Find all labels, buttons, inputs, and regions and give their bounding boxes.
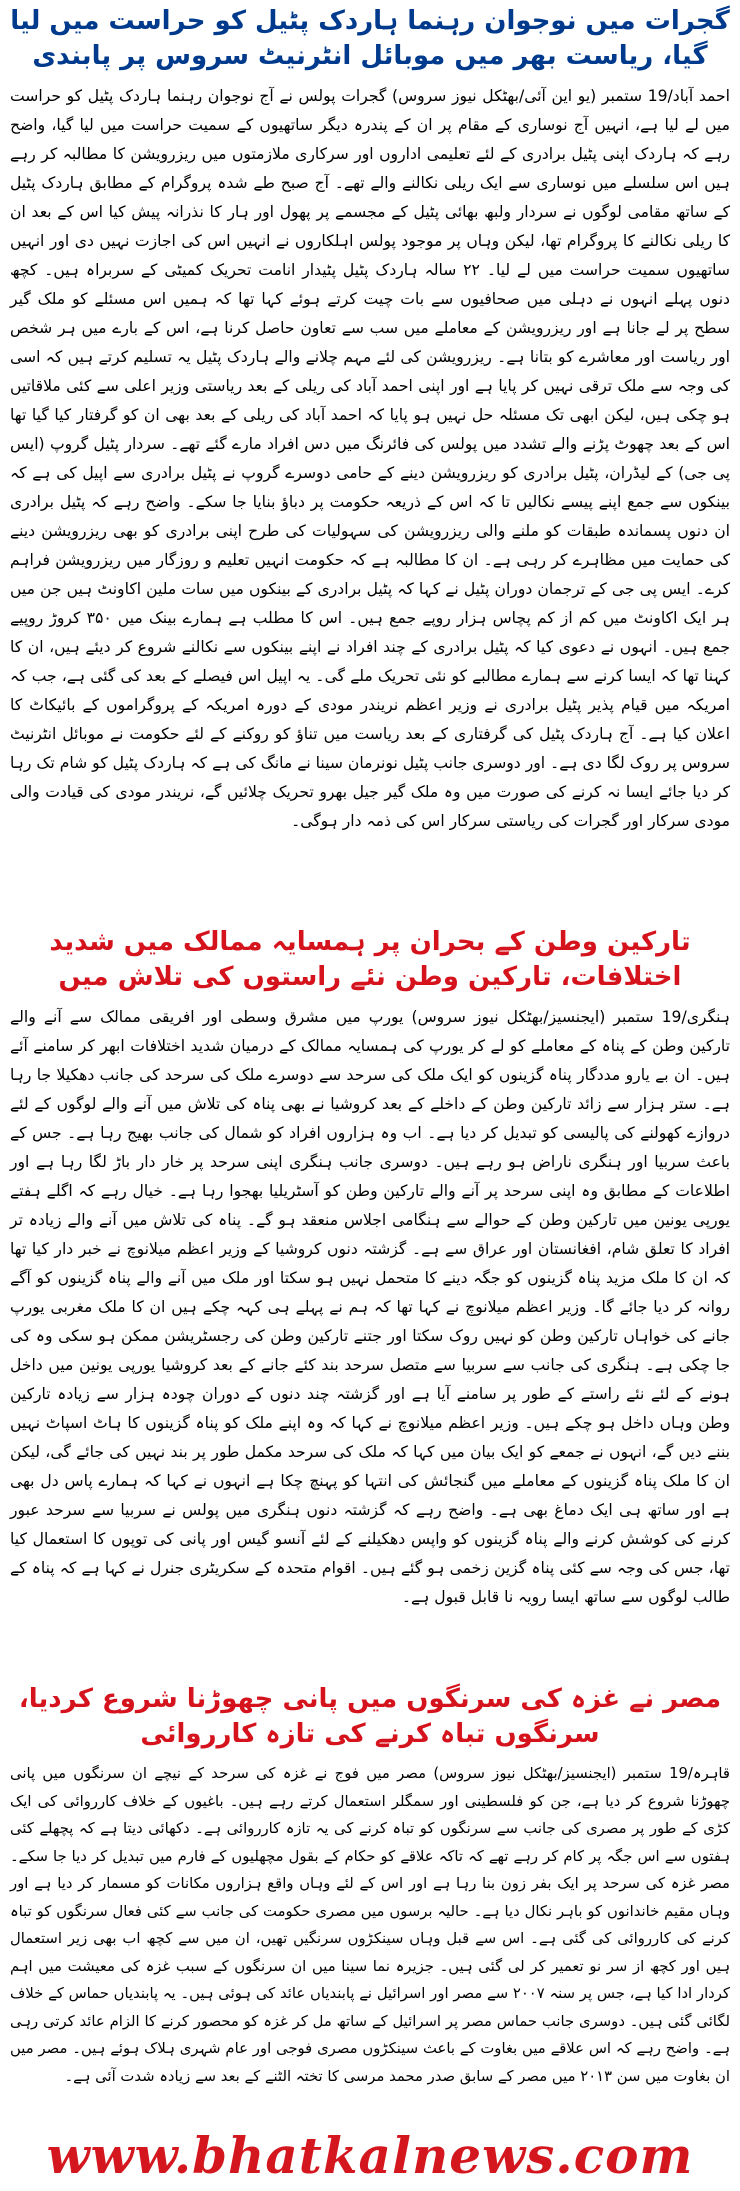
article-body: احمد آباد/19 ستمبر (یو این آئی/بھٹکل نیوز سروس) گجرات پولس نے آج نوجوان رہنما ہاردک پٹیل کو حراست میں لے لیا ہے، انہیں آج نوساری کے مقام پر ان کے پندرہ دیگر ساتھیوں کے سمیت حراست میں لیا گیا، واضح رہے کہ ہاردک اپنی پٹیل برادری کے لئے تعلیمی اداروں اور سرکاری ملازمتوں میں ریزرویشن کا مطالبہ کر رہے ہیں اس سلسلے میں نوساری سے ایک ریلی نکالنے والے تھے۔ آج صبح طے شدہ پروگرام کے مطابق ہاردک پٹیل کے ساتھ مقامی لوگوں نے سردار ولبھ بھائی پٹیل کے مجسمے پر پھول اور ہار کا نذرانہ پیش کیا اس کے بعد ان کا ریلی نکالنے کا پروگرام تھا، لیکن وہاں پر موجود پولس اہلکاروں نے انہیں اس کی اجازت نہیں دی اور انہیں ساتھیوں سمیت حراست میں لے لیا۔ ۲۲ سالہ ہاردک پٹیل پٹیدار انامت تحریک کمیٹی کے سربراہ ہیں۔ کچھ دنوں پہلے انہوں نے دہلی میں صحافیوں سے بات چیت کرتے ہوئے کہا تھا کہ ہمیں اس مسئلے کو ملک گیر سطح پر لے جانا ہے اور ریزرویشن کے معاملے میں سب سے تعاون حاصل کرنا ہے، اس کے بارے میں ہر شخص اور ریاست اور معاشرے کو بتانا ہے۔ ریزرویشن کی لئے مہم چلانے والے ہاردک پٹیل یہ تسلیم کرتے ہیں کہ اسی کی وجہ سے ملک ترقی نہیں کر پایا ہے اور اپنی احمد آباد کی ریلی کے بعد ریاستی وزیر اعلی سے کئی ملاقاتیں ہو چکی ہیں، لیکن ابھی تک مسئلہ حل نہیں ہو پایا کہ احمد آباد کی ریلی کے بعد بھی ان کو گرفتار کیا گیا تھا اس کے بعد چھوٹ پڑنے والے تشدد میں پولس کی فائرنگ میں دس افراد مارے گئے تھے۔ سردار پٹیل گروپ (ایس پی جی) کے لیڈران، پٹیل برادری کو ریزرویشن دینے کے حامی دوسرے گروپ نے پٹیل برادری سے اپیل کی ہے کہ بینکوں سے جمع اپنے پیسے نکالیں تا کہ اس کے ذریعہ حکومت پر دباؤ بنایا جا سکے۔ واضح رہے کہ پٹیل برادری ان دنوں پسماندہ طبقات کو ملنے والی ریزرویشن کی سہولیات کی طرح اپنی برادری کو بھی ریزرویشن دینے کی حمایت میں مظاہرے کر رہی ہے۔ ان کا مطالبہ ہے کہ حکومت انہیں تعلیم و روزگار میں ریزرویشن فراہم کرے۔ ایس پی جی کے ترجمان دوران پٹیل نے کہا کہ پٹیل برادری کے بینکوں میں سات ملین اکاونٹ ہیں جن میں ہر ایک اکاونٹ میں کم از کم پچاس ہزار روپے جمع ہیں۔ اس کا مطلب ہے ہمارے بینک میں ۳۵۰ کروڑ روپیے جمع ہیں۔ انہوں نے دعوی کیا کہ پٹیل برادری کے چند افراد نے اپنے بینکوں سے نکالنے شروع کر دیئے ہیں، ان کا کہنا تھا کہ ایسا کرنے سے ہمارے مطالبے کو نئی تحریک ملے گی۔ یہ اپیل اس فیصلے کے بعد کی گئی ہے، جب کہ امریکہ میں قیام پذیر پٹیل برادری نے وزیر اعظم نریندر مودی کے دورہ امریکہ کے پروگراموں کے بائیکاٹ کا اعلان کیا ہے۔ آج ہاردک پٹیل کی گرفتاری کے بعد ریاست میں تناؤ کو روکنے کے لئے حکومت نے موبائل انٹرنیٹ سروس پر روک لگا دی ہے۔ اور دوسری جانب پٹیل نونرمان سینا نے مانگ کی ہے کہ ہاردک پٹیل کو شام تک رہا کر دیا جائے ایسا نہ کرنے کی صورت میں وہ ملک گیر جیل بھرو تحریک چلائیں گے، نریندر مودی کی قیادت والی مودی سرکار اور گجرات کی ریاستی سرکار اس کی ذمہ دار ہوگی۔	[10, 87, 731, 831]
article-egypt-gaza	[10, 1682, 730, 2114]
article-body: ہنگری/19 ستمبر (ایجنسیز/بھٹکل نیوز سروس) یورپ میں مشرق وسطی اور افریقی ممالک سے آنے والے تارکین وطن کے پناہ کے معاملے کو لے کر یورپ کی ہمسایہ ممالک کے درمیان شدید اختلافات ابھر کر سامنے آئے ہیں۔ ان بے یارو مددگار پناہ گزینوں کو ایک ملک کی سرحد سے دوسرے ملک کی سرحد کی جانب دھکیلا جا رہا ہے۔ ستر ہزار سے زائد تارکین وطن کے داخلے کے بعد کروشیا نے بھی پناہ کی تلاش میں آنے والے لوگوں کے لئے دروازے کھولنے کی پالیسی کو تبدیل کر دیا ہے۔ اب وہ ہزاروں افراد کو شمال کی جانب بھیج رہا ہے۔ جس کے باعث سربیا اور ہنگری ناراض ہو رہے ہیں۔ دوسری جانب ہنگری اپنی سرحد پر خار دار باڑ لگا رہا ہے اور اطلاعات کے مطابق وہ اپنی سرحد پر آنے والے تارکین وطن کو آسٹریلیا بھجوا رہا ہے۔ خیال رہے کہ اگلے ہفتے یورپی یونین میں تارکین وطن کے حوالے سے ہنگامی اجلاس منعقد ہو گے۔ پناہ کی تلاش میں آنے والے زیادہ تر افراد کا تعلق شام، افغانستان اور عراق سے ہے۔ گزشتہ دنوں کروشیا کے وزیر اعظم میلانوچ نے خبر دار کیا تھا کہ ان کا ملک مزید پناہ گزینوں کو جگہ دینے کا متحمل نہیں ہو سکتا اور ملک میں آنے والے پناہ گزینوں کو آگے روانہ کر دیا جائے گا۔ وزیر اعظم میلانوچ نے کہا تھا کہ ہم نے پہلے ہی کہہ چکے ہیں ان کا ملک مغربی یورپ جانے کی خواہاں تارکین وطن کو نہیں روک سکتا اور جتنے تارکین وطن کی رجسٹریشن ممکن ہو سکی وہ کی جا چکی ہے۔ ہنگری کی جانب سے سربیا سے متصل سرحد بند کئے جانے کے بعد کروشیا یورپی یونین میں داخل ہونے کے لئے نئے راستے کے طور پر سامنے آیا ہے اور گزشتہ چند دنوں کے دوران چودہ ہزار سے زیادہ تارکین وطن وہاں داخل ہو چکے ہیں۔ وزیر اعظم میلانوچ نے کہا کہ وہ اپنے ملک کو پناہ گزینوں کا ہاٹ اسپاٹ نہیں بننے دیں گے، انہوں نے جمعے کو ایک بیان میں کہا کہ ملک کی سرحد مکمل طور پر بند نہیں کی جائے گی، لیکن ان کا ملک پناہ گزینوں کے معاملے میں گنجائش کی انتہا کو پہنچ چکا ہے انہوں نے کہا کہ ہمارے پاس دل بھی ہے اور ساتھ ہی ایک دماغ بھی ہے۔ واضح رہے کہ گزشتہ دنوں ہنگری میں پولس نے سربیا سے سرحد عبور کرنے کی کوشش کرنے والے پناہ گزینوں کو واپس دھکیلنے کے لئے آنسو گیس اور پانی کی توپوں کا استعمال کیا تھا، جس کی وجہ سے کئی پناہ گزین زخمی ہو گئے ہیں۔ اقوام متحدہ کے سکریٹری جنرل نے کہا ہے کہ پناہ کے طالب لوگوں سے ساتھ ایسا رویہ نا قابل قبول ہے۔	[10, 1008, 730, 1607]
article-migrants	[10, 925, 730, 1670]
article-headline: مصر نے غزہ کی سرنگوں میں پانی چھوڑنا شروع کردیا، سرنگوں تباہ کرنے کی تازہ کارروائی	[18, 1684, 722, 1750]
article-gujarat	[10, 4, 730, 916]
article-body: قاہرہ/19 ستمبر (ایجنسیز/بھٹکل نیوز سروس) مصر میں فوج نے غزہ کی سرحد کے نیچے ان سرنگوں میں پانی چھوڑنا شروع کر دیا ہے، جن کو فلسطینی اور سمگلر استعمال کرتے رہے ہیں۔ باغیوں کے خلاف کارروائی کی ایک کڑی کے طور پر مصری کی جانب سے سرنگوں کو تباہ کرنے کی یہ تازہ کارروائی ہے۔ دکھائی دیتا ہے کہ پچھلے کئی ہفتوں سے اس جگہ پر کام کر رہے تھے کہ تاکہ علاقے کو حکام کے بقول مچھلیوں کے فارم میں تبدیل کر دیا جا سکے۔ مصر غزہ کی سرحد پر ایک بفر زون بنا رہا ہے اور اس کے لئے وہاں واقع ہزاروں مکانات کو مسمار کر دیا ہے اور وہاں مقیم خاندانوں کو باہر نکال دیا ہے۔ حالیہ برسوں میں مصری حکومت کی جانب سے کئی فعال سرنگوں کو تباہ کرنے کی کارروائی کی گئی ہے۔ اس سے قبل وہاں سینکڑوں سرنگیں تھیں، ان میں سے کچھ اب بھی زیر استعمال ہیں اور کچھ از سر نو تعمیر کر لی گئی ہیں۔ جزیرہ نما سینا میں ان سرنگوں کے سبب غزہ کی معیشت میں اہم کردار ادا کیا ہے، جس پر سنہ ۲۰۰۷ سے مصر اور اسرائیل نے پابندیاں عائد کی ہوئی ہیں۔ یہ پابندیاں حماس کے خلاف لگائی گئی ہیں۔ دوسری جانب حماس مصر پر اسرائیل کے ساتھ مل کر غزہ کو محصور کرنے کا الزام عائد کرتی رہی ہے۔ واضح رہے کہ اس علاقے میں بغاوت کے باعث سینکڑوں مصری فوجی اور عام شہری ہلاک ہوئے ہیں۔ مصر میں ان بغاوت میں سن ۲۰۱۳ میں مصر کے سابق صدر محمد مرسی کا تختہ الٹنے کے بعد سے زیادہ شدت آئی ہے۔	[10, 1765, 730, 2085]
article-headline: تارکین وطن کے بحران پر ہمسایہ ممالک میں شدید اختلافات، تارکین وطن نئے راستوں کی تلاش میں	[49, 927, 691, 993]
website-watermark: www.bhatkalnews.com	[46, 2126, 694, 2185]
article-headline: گجرات میں نوجوان رہنما ہاردک پٹیل کو حراست میں لیا گیا، ریاست بھر میں موبائل انٹرنیٹ سروس پر پابندی	[10, 6, 730, 72]
